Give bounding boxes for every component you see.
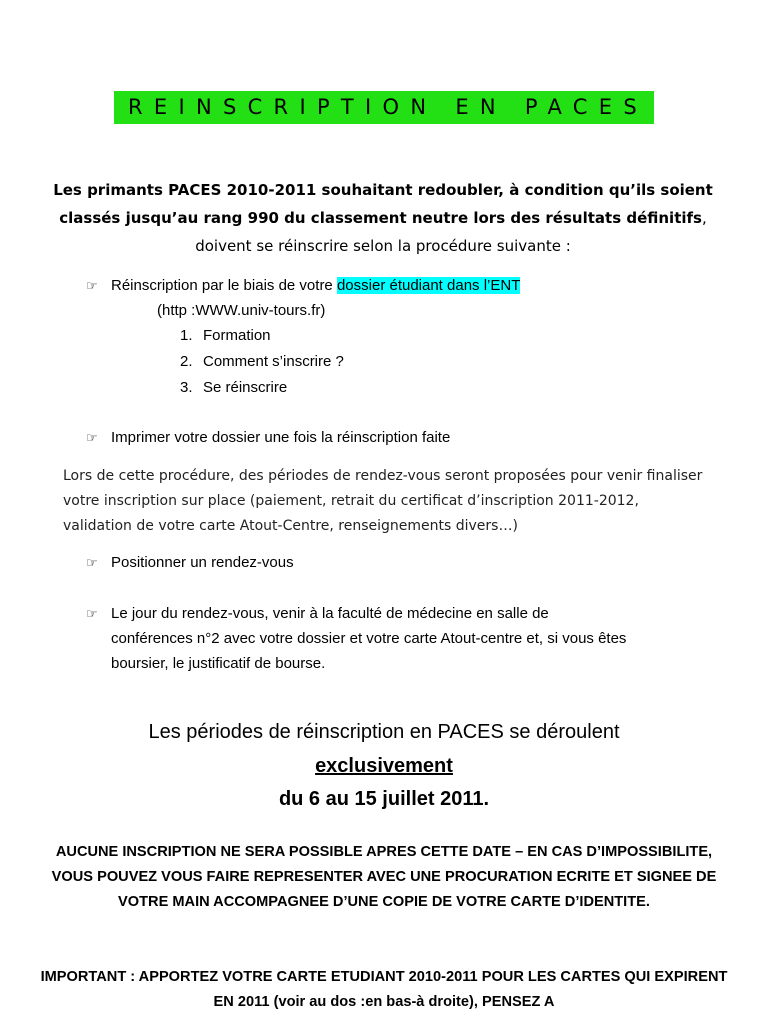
important-paragraph: IMPORTANT : APPORTEZ VOTRE CARTE ETUDIANT 2010-2011 POUR LES CARTES QUI EXPIRENT EN 2011 (voir au dos :en bas-à droite), PENSEZ A	[40, 969, 728, 1010]
pointing-hand-icon: ☞	[86, 431, 98, 446]
steps-list	[180, 324, 344, 402]
bullet-reinscription	[86, 273, 521, 299]
ent-url: (http :WWW.univ-tours.fr)	[157, 302, 326, 319]
periods-exclusively: exclusivement	[315, 754, 453, 777]
ent-dossier-highlight: dossier étudiant dans l’ENT	[336, 277, 521, 294]
bullet-day	[86, 601, 627, 672]
page-title: REINSCRIPTION EN PACES	[114, 91, 654, 124]
pointing-hand-icon: ☞	[86, 607, 98, 622]
intro-bold-text: Les primants PACES 2010-2011 souhaitant redoubler, à condition qu’ils soient classés jusqu’au rang 990 du classement neutre lors des résultats définitifs	[53, 181, 713, 227]
list-item: 2. Comment s’inscrire ?	[180, 353, 344, 370]
periods-line-1: Les périodes de réinscription en PACES se déroulent	[148, 721, 620, 743]
intro-rest-text: , doivent se réinscrire selon la procédure suivante :	[195, 209, 707, 255]
pointing-hand-icon: ☞	[86, 279, 98, 294]
bullet-print	[86, 425, 451, 451]
periods-block	[0, 716, 768, 817]
list-item: 1. Formation	[180, 327, 271, 344]
bullet-print-text: Imprimer votre dossier une fois la réinscription faite	[111, 429, 451, 446]
bullet-day-text: Le jour du rendez-vous, venir à la faculté de médecine en salle de conférences n°2 avec votre dossier et votre carte Atout-centre et, si vous êtes boursier, le justificatif de bourse.	[111, 605, 627, 672]
intro-paragraph	[50, 176, 716, 260]
periods-dates: du 6 au 15 juillet 2011.	[278, 788, 490, 810]
list-item: 3. Se réinscrire	[180, 379, 288, 396]
bullet-reinscription-text: Réinscription par le biais de votre	[111, 277, 337, 294]
bullet-appointment	[86, 550, 294, 576]
procedure-paragraph: Lors de cette procédure, des périodes de rendez-vous seront proposées pour venir finaliser votre inscription sur place (paiement, retrait du certificat d’inscription 2011-2012, validation de votre carte Atout-Centre, renseignements divers…)	[63, 468, 703, 534]
title-block	[0, 91, 768, 124]
pointing-hand-icon: ☞	[86, 556, 98, 571]
warning-paragraph: AUCUNE INSCRIPTION NE SERA POSSIBLE APRES CETTE DATE – EN CAS D’IMPOSSIBILITE, VOUS POUVEZ VOUS FAIRE REPRESENTER AVEC UNE PROCURATION ECRITE ET SIGNEE DE VOTRE MAIN ACCOMPAGNEE D’UNE COPIE DE VOTRE CARTE D’IDENTITE.	[51, 844, 717, 910]
bullet-appointment-text: Positionner un rendez-vous	[111, 554, 294, 571]
